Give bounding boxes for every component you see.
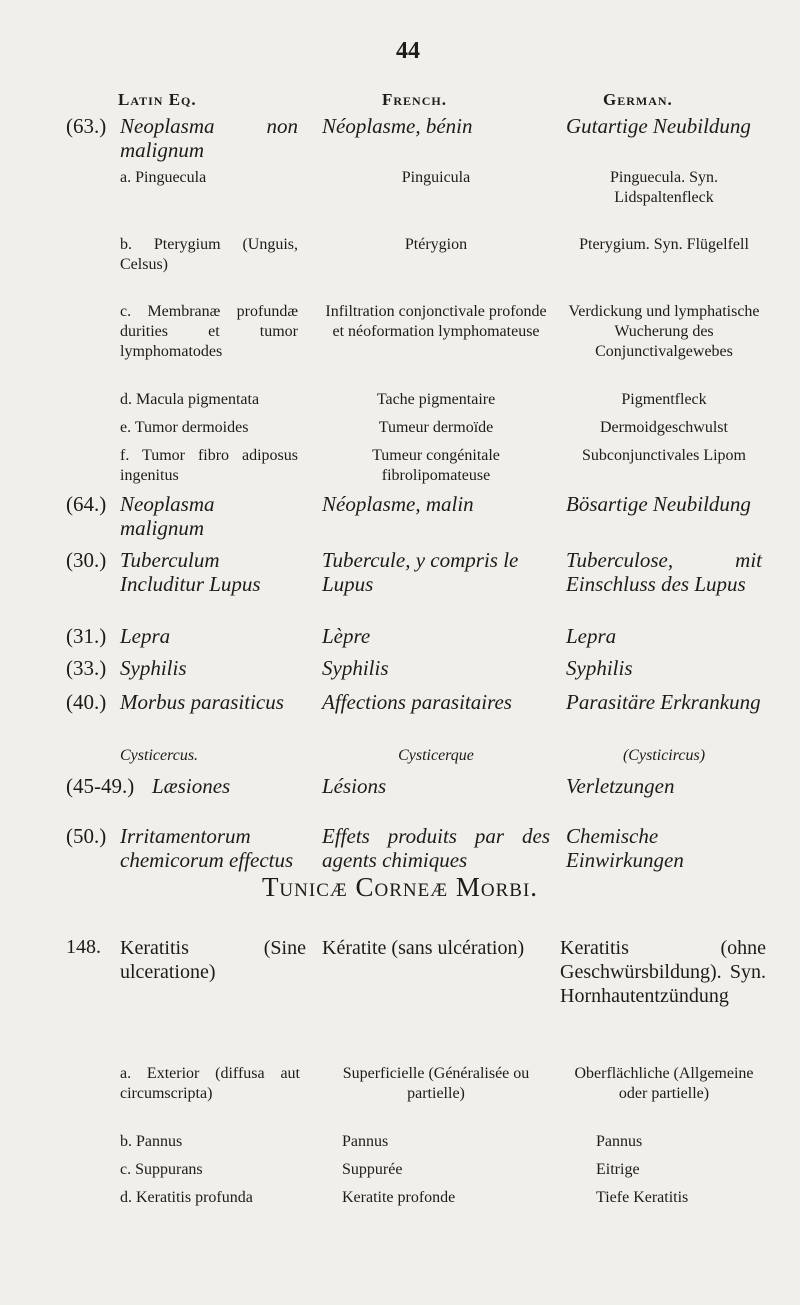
latin-term: d. Macula pigmentata (120, 391, 260, 408)
latin-term: d. Keratitis profunda (120, 1189, 253, 1206)
header-german: German. (603, 90, 673, 109)
german-term: (Cysticircus) (622, 747, 706, 764)
french-term: Superficielle (Généralisée ou partielle) (342, 1065, 530, 1102)
latin-term: Keratitis (Sine ulceratione) (120, 937, 306, 983)
french-term: Tumeur dermoïde (378, 419, 494, 436)
latin-term: Irritamentorum chemicorum effectus (120, 824, 294, 872)
german-term: Pterygium. Syn. Flügelfell (579, 236, 749, 253)
header-latin: Latin Eq. (118, 90, 197, 109)
french-term: Tache pigmentaire (376, 391, 496, 408)
german-term: Syphilis (566, 656, 633, 680)
latin-term: c. Suppurans (120, 1161, 203, 1178)
header-french: French. (382, 90, 447, 109)
latin-term: Læsiones (152, 774, 231, 798)
latin-term: f. Tumor fibro adiposus ingenitus (120, 447, 298, 484)
french-term: Syphilis (322, 656, 389, 680)
entry-number: (33.) (66, 656, 107, 680)
entry-number: (50.) (66, 824, 107, 848)
french-term: Pinguicula (401, 169, 471, 186)
french-term: Effets produits par des agents chimiques (322, 824, 550, 872)
german-term: Tiefe Keratitis (596, 1189, 689, 1206)
latin-term: b. Pterygium (Unguis, Celsus) (120, 236, 298, 273)
latin-term: Neoplasma malignum (120, 492, 215, 540)
latin-term: Tuberculum Includitur Lupus (120, 548, 261, 596)
section-title: Tunicæ Corneæ Morbi. (261, 872, 539, 902)
french-term: Keratite profonde (342, 1189, 456, 1206)
german-term: Dermoidgeschwulst (600, 419, 728, 436)
french-term: Infiltration conjonctivale profonde et néoformation lymphomateuse (325, 303, 547, 340)
latin-term: a. Exterior (diffusa aut circumscripta) (120, 1065, 300, 1102)
entry-number: (64.) (66, 492, 107, 516)
french-term: Lésions (322, 774, 387, 798)
french-term: Ptérygion (404, 236, 468, 253)
latin-term: Syphilis (120, 656, 187, 680)
french-term: Kératite (sans ulcération) (322, 937, 525, 959)
latin-term: Neoplasma non malignum (120, 114, 298, 162)
german-term: Oberflächliche (Allgemeine oder partielle) (574, 1065, 754, 1102)
french-term: Cysticerque (398, 747, 474, 764)
german-term: Tuberculose, mit Einschluss des Lupus (566, 548, 762, 596)
french-term: Pannus (342, 1133, 389, 1150)
french-term: Lèpre (322, 624, 371, 648)
latin-term: Morbus parasiticus (120, 690, 284, 714)
german-term: Parasitäre Erkrankung (566, 690, 761, 714)
latin-term: Cysticercus. (120, 747, 199, 764)
german-term: Lepra (566, 624, 617, 648)
entry-number: (45-49.) (66, 774, 135, 798)
page-number: 44 (396, 38, 420, 64)
german-term: Gutartige Neubildung (566, 114, 751, 138)
german-term: Pinguecula. Syn. Lidspaltenfleck (610, 169, 718, 206)
french-term: Affections parasitaires (322, 690, 512, 714)
entry-number: (40.) (66, 690, 107, 714)
entry-number: (31.) (66, 624, 107, 648)
german-term: Keratitis (ohne Geschwürsbildung). Syn. Hornhautentzündung (560, 937, 766, 1007)
latin-term: b. Pannus (120, 1133, 183, 1150)
french-term: Suppurée (342, 1161, 403, 1178)
latin-term: a. Pinguecula (120, 169, 207, 186)
german-term: Pigmentfleck (621, 391, 707, 408)
latin-term: Lepra (120, 624, 171, 648)
german-term: Subconjunctivales Lipom (582, 447, 746, 464)
german-term: Eitrige (596, 1161, 640, 1178)
latin-term: c. Membranæ profundæ durities et tumor lymphomatodes (120, 303, 298, 360)
german-term: Bösartige Neubildung (566, 492, 751, 516)
latin-term: e. Tumor dermoides (120, 419, 249, 436)
french-term: Néoplasme, malin (322, 492, 474, 516)
german-term: Verdickung und lymphatische Wucherung des Conjunctivalgewebes (568, 303, 760, 360)
german-term: Chemische Einwirkungen (566, 824, 684, 872)
german-term: Verletzungen (566, 774, 675, 798)
entry-number: 148. (66, 936, 101, 958)
french-term: Tubercule, y compris le Lupus (322, 548, 519, 596)
entry-number: (30.) (66, 548, 107, 572)
french-term: Tumeur congénitale fibrolipomateuse (372, 447, 500, 484)
french-term: Néoplasme, bénin (322, 114, 473, 138)
german-term: Pannus (596, 1133, 643, 1150)
entry-number: (63.) (66, 114, 107, 138)
